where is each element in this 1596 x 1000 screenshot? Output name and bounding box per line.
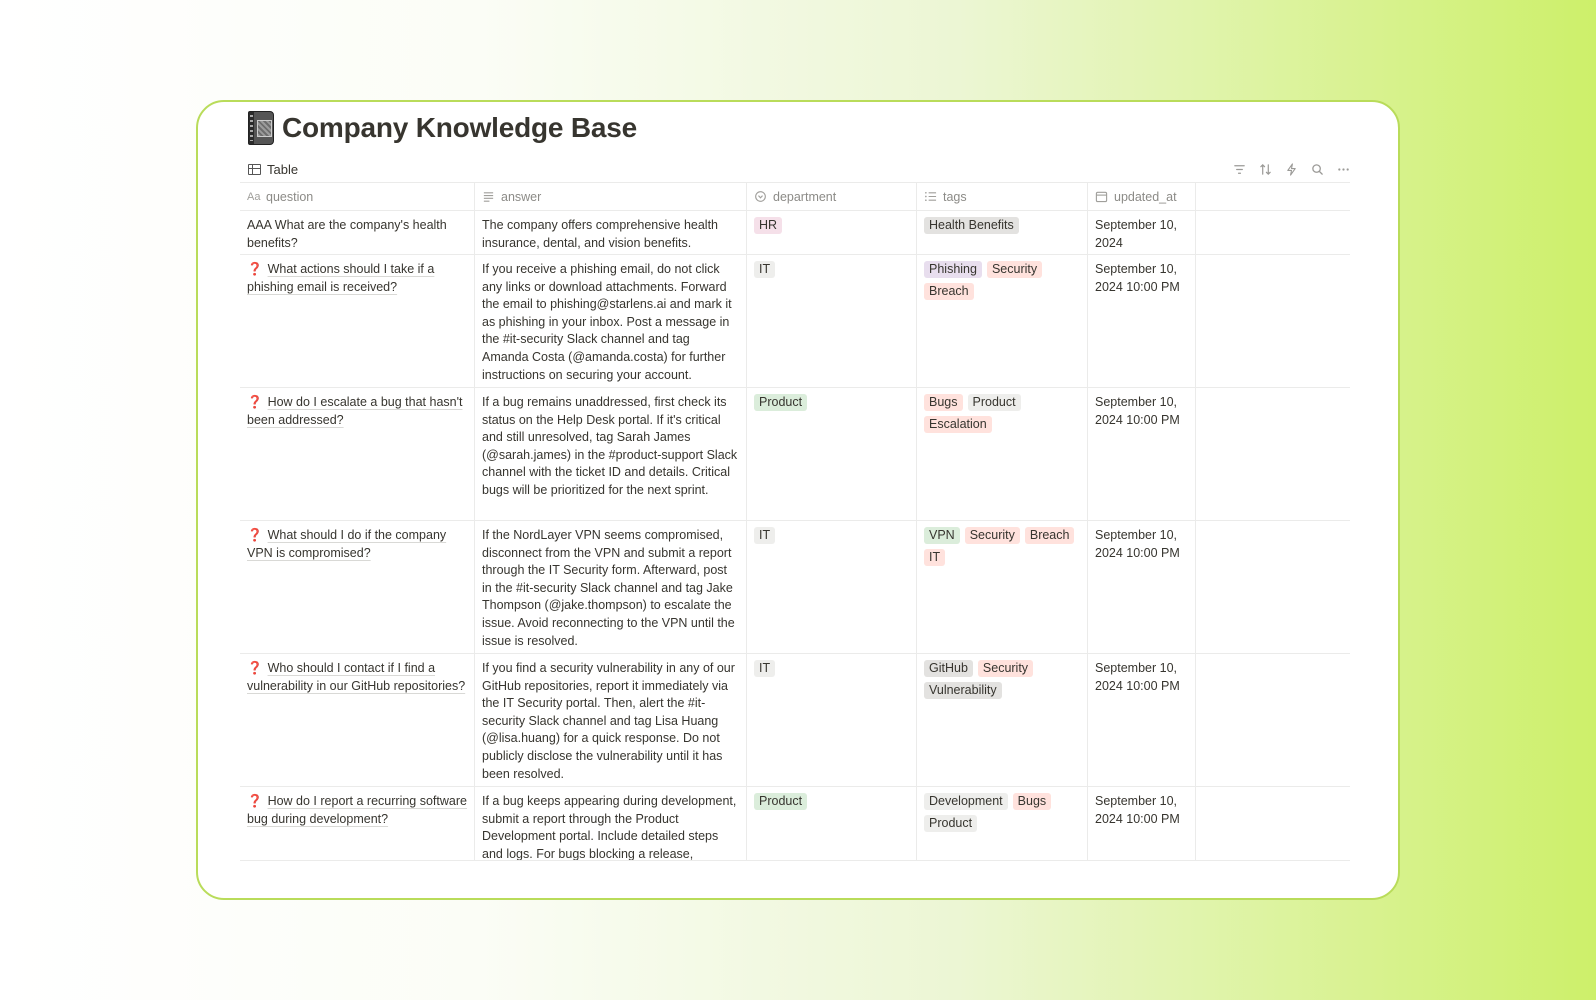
empty-cell [1196, 211, 1350, 254]
department-cell[interactable] [747, 787, 917, 860]
column-header-answer[interactable]: answer [475, 183, 747, 210]
column-header-question[interactable]: Aa question [240, 183, 475, 210]
question-cell[interactable] [240, 521, 475, 653]
tag-badge: GitHub [924, 660, 973, 677]
tag-badge: Vulnerability [924, 682, 1002, 699]
question-text: How do I escalate a bug that hasn't been addressed? [247, 395, 463, 427]
title-row [248, 108, 637, 148]
department-cell[interactable] [747, 255, 917, 387]
table-icon [248, 164, 261, 175]
tag-badge: Bugs [1013, 793, 1052, 810]
tag-badge: Escalation [924, 416, 992, 433]
question-text: Who should I contact if I find a vulnerability in our GitHub repositories? [247, 661, 466, 693]
tags-cell[interactable] [917, 255, 1088, 387]
knowledge-table [240, 182, 1350, 861]
department-badge: HR [754, 217, 782, 234]
select-icon [754, 190, 768, 203]
question-mark-icon: ❓ [247, 794, 263, 808]
updated-at-cell[interactable]: September 10, 2024 [1088, 211, 1196, 254]
tab-label: Table [267, 161, 299, 177]
tag-badge: Security [987, 261, 1042, 278]
empty-cell [1196, 787, 1350, 860]
tags-cell[interactable] [917, 211, 1088, 254]
department-badge: IT [754, 527, 775, 544]
tag-badge: Development [924, 793, 1008, 810]
tag-badge: Product [968, 394, 1021, 411]
department-badge: Product [754, 793, 807, 810]
answer-cell[interactable]: The company offers comprehensive health insurance, dental, and vision benefits. [475, 211, 747, 254]
department-badge: IT [754, 261, 775, 278]
question-mark-icon: ❓ [247, 661, 263, 675]
department-cell[interactable] [747, 654, 917, 786]
tag-badge: IT [924, 549, 945, 566]
lines-icon [482, 190, 496, 203]
empty-cell [1196, 521, 1350, 653]
question-mark-icon: ❓ [247, 262, 263, 276]
sort-icon[interactable] [1258, 162, 1272, 176]
automation-icon[interactable] [1284, 162, 1298, 176]
table-row[interactable] [240, 255, 1350, 388]
table-row[interactable] [240, 787, 1350, 861]
toolbar [1232, 162, 1350, 176]
database-card [196, 100, 1400, 900]
empty-cell [1196, 654, 1350, 786]
department-badge: Product [754, 394, 807, 411]
text-property-icon: Aa [247, 190, 261, 203]
answer-cell[interactable]: If a bug remains unaddressed, first check its status on the Help Desk portal. If it's critical and still unresolved, tag Sarah James (@sarah.james) in the #product-support Slack channel with the ticket ID and details. Critical bugs will be prioritized for the next sprint. [475, 388, 747, 520]
table-body [240, 211, 1350, 861]
tag-badge: Security [978, 660, 1033, 677]
tags-cell[interactable] [917, 654, 1088, 786]
updated-at-cell[interactable]: September 10, 2024 10:00 PM [1088, 521, 1196, 653]
tag-badge: Product [924, 815, 977, 832]
column-header-tags[interactable]: tags [917, 183, 1088, 210]
answer-cell[interactable]: If a bug keeps appearing during development, submit a report through the Product Development portal. Include detailed steps and logs. For bugs blocking a release, [475, 787, 747, 860]
department-badge: IT [754, 660, 775, 677]
question-text: What should I do if the company VPN is compromised? [247, 528, 447, 560]
department-cell[interactable] [747, 211, 917, 254]
updated-at-cell[interactable]: September 10, 2024 10:00 PM [1088, 787, 1196, 860]
tag-badge: Health Benefits [924, 217, 1019, 234]
question-mark-icon: ❓ [247, 528, 263, 542]
table-row[interactable] [240, 654, 1350, 787]
table-row[interactable] [240, 388, 1350, 521]
answer-cell[interactable]: If you find a security vulnerability in any of our GitHub repositories, report it immediately via the IT Security portal. Then, alert the #it-security Slack channel and tag Lisa Huang (@lisa.huang) for a quick response. Do not publicly disclose the vulnerability until it has been resolved. [475, 654, 747, 786]
updated-at-cell[interactable]: September 10, 2024 10:00 PM [1088, 654, 1196, 786]
tag-badge: VPN [924, 527, 960, 544]
column-header-department[interactable]: department [747, 183, 917, 210]
filter-icon[interactable] [1232, 162, 1246, 176]
notebook-icon[interactable] [248, 111, 274, 145]
question-cell[interactable] [240, 388, 475, 520]
question-text: AAA What are the company's health benefits? [247, 218, 447, 250]
tag-badge: Breach [924, 283, 974, 300]
table-header [240, 183, 1350, 211]
question-text: How do I report a recurring software bug during development? [247, 794, 467, 826]
empty-cell [1196, 255, 1350, 387]
page-title[interactable]: Company Knowledge Base [282, 112, 638, 143]
department-cell[interactable] [747, 521, 917, 653]
tags-cell[interactable] [917, 388, 1088, 520]
updated-at-cell[interactable]: September 10, 2024 10:00 PM [1088, 255, 1196, 387]
column-header-empty [1196, 183, 1350, 210]
tag-badge: Phishing [924, 261, 982, 278]
question-cell[interactable] [240, 255, 475, 387]
view-bar [248, 158, 1350, 180]
updated-at-cell[interactable]: September 10, 2024 10:00 PM [1088, 388, 1196, 520]
table-row[interactable] [240, 521, 1350, 654]
question-cell[interactable] [240, 211, 475, 254]
answer-cell[interactable]: If you receive a phishing email, do not click any links or download attachments. Forward the email to phishing@starlens.ai and mark it as phishing in your inbox. Post a message in the #it-security Slack channel and tag Amanda Costa (@amanda.costa) for further instructions on securing your account. [475, 255, 747, 387]
tag-badge: Bugs [924, 394, 963, 411]
more-icon[interactable] [1336, 162, 1350, 176]
department-cell[interactable] [747, 388, 917, 520]
question-cell[interactable] [240, 654, 475, 786]
tags-cell[interactable] [917, 521, 1088, 653]
tag-badge: Breach [1025, 527, 1075, 544]
search-icon[interactable] [1310, 162, 1324, 176]
answer-cell[interactable]: If the NordLayer VPN seems compromised, disconnect from the VPN and submit a report through the IT Security form. Afterward, post in the #it-security Slack channel and tag Jake Thompson (@jake.thompson) to escalate the issue. Avoid reconnecting to the VPN until the issue is resolved. [475, 521, 747, 653]
column-header-updated-at[interactable]: updated_at [1088, 183, 1196, 210]
question-text: What actions should I take if a phishing email is received? [247, 262, 435, 294]
question-mark-icon: ❓ [247, 395, 263, 409]
list-icon [924, 190, 938, 203]
tab-table-view[interactable] [248, 162, 298, 177]
empty-cell [1196, 388, 1350, 520]
tag-badge: Security [965, 527, 1020, 544]
table-row[interactable] [240, 211, 1350, 255]
tags-cell[interactable] [917, 787, 1088, 860]
calendar-icon [1095, 190, 1109, 203]
question-cell[interactable] [240, 787, 475, 860]
